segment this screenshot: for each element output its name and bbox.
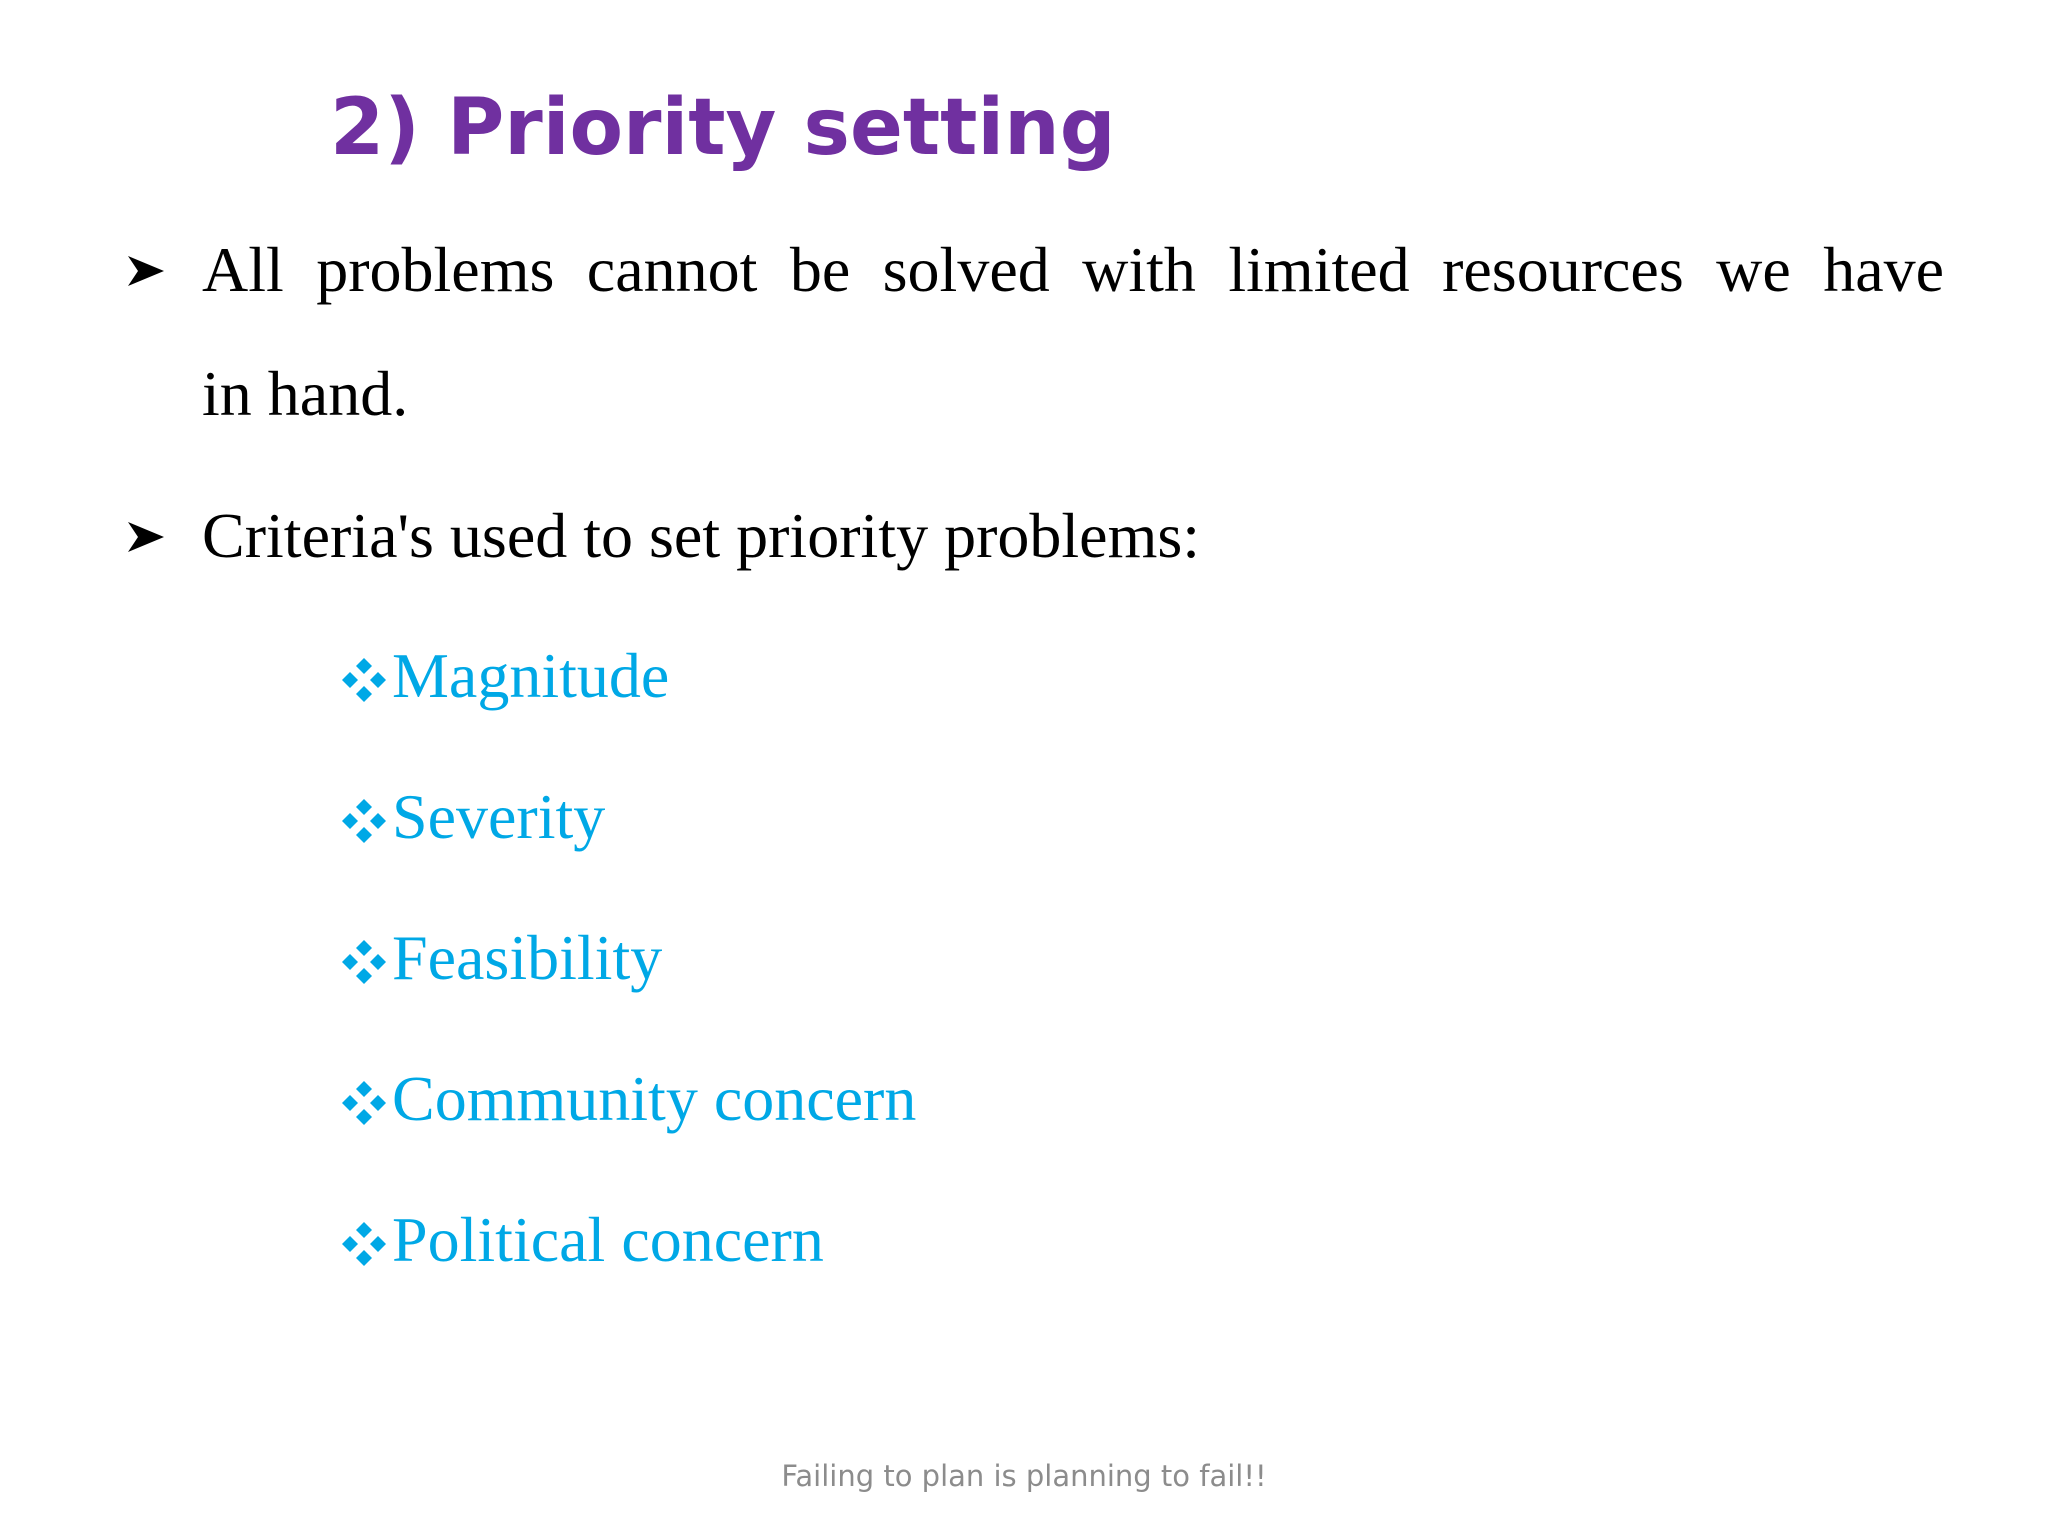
bullet-text-line: in hand. [202, 358, 409, 429]
slide-title: 2) Priority setting [330, 83, 1116, 173]
criteria-label: Magnitude [392, 640, 670, 711]
arrowhead-bullet-icon [126, 496, 186, 576]
diamond-cluster-bullet-icon [336, 793, 392, 849]
diamond-cluster-bullet-icon [336, 1075, 392, 1131]
criteria-label: Feasibility [392, 922, 663, 993]
criteria-label: Severity [392, 781, 606, 852]
diamond-cluster-bullet-icon [336, 652, 392, 708]
bullet-item [0, 230, 2048, 430]
diamond-cluster-bullet-icon [336, 934, 392, 990]
slide-footer: Failing to plan is planning to fail!! [781, 1459, 1267, 1493]
criteria-label: Community concern [392, 1063, 917, 1134]
diamond-cluster-bullet-icon [336, 1216, 392, 1272]
criteria-label: Political concern [392, 1204, 824, 1275]
arrowhead-bullet-icon [126, 230, 186, 310]
bullet-text-line: Criteria's used to set priority problems: [202, 500, 1201, 571]
bullet-text-line: All problems cannot be solved with limited resources we have [202, 234, 1944, 305]
bullet-item [0, 496, 2048, 576]
